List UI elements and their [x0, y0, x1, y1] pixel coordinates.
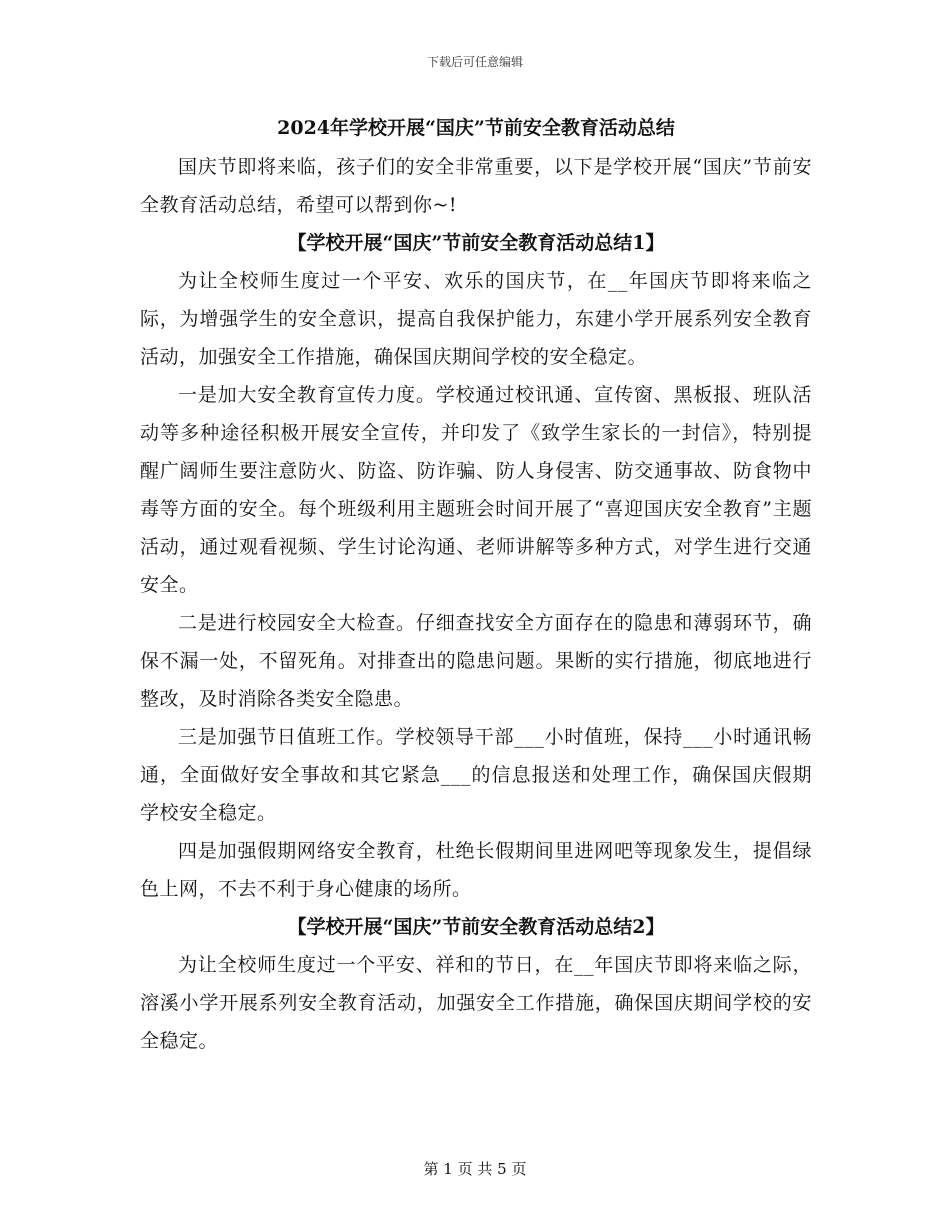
paragraph: 一是加大安全教育宣传力度。学校通过校讯通、宣传窗、黑板报、班队活动等多种途径积极开展安全宣传，并印发了《致学生家长的一封信》，特别提醒广阔师生要注意防火、防盗、防诈骗、防人身侵害、防交通事故、防食物中毒等方面的安全。每个班级利用主题班会时间开展了“喜迎国庆安全教育”主题活动，通过观看视频、学生讨论沟通、老师讲解等多种方式，对学生进行交通安全。: [140, 384, 812, 596]
section-1: [140, 224, 812, 908]
document-title: 2024年学校开展“国庆”节前安全教育活动总结: [277, 117, 675, 139]
section-heading: 【学校开展“国庆”节前安全教育活动总结2】: [287, 916, 665, 938]
page-number: 第 1 页 共 5 页: [423, 1160, 527, 1178]
paragraph: 四是加强假期网络安全教育，杜绝长假期间里进网吧等现象发生，提倡绿色上网，不去不利于身心健康的场所。: [140, 840, 812, 900]
document-body: [140, 108, 812, 1060]
section-2: [140, 908, 812, 1060]
intro-paragraph: 国庆节即将来临，孩子们的安全非常重要，以下是学校开展“国庆”节前安全教育活动总结，希望可以帮到你~!: [140, 156, 812, 216]
page-header-note: 下载后可任意编辑: [426, 55, 523, 69]
paragraph: 为让全校师生度过一个平安、祥和的节日，在__年国庆节即将来临之际，溶溪小学开展系列安全教育活动，加强安全工作措施，确保国庆期间学校的安全稳定。: [140, 954, 812, 1052]
paragraph: 三是加强节日值班工作。学校领导干部___小时值班，保持___小时通讯畅通，全面做好安全事故和其它紧急___的信息报送和处理工作，确保国庆假期学校安全稳定。: [140, 726, 812, 824]
section-heading: 【学校开展“国庆”节前安全教育活动总结1】: [287, 232, 665, 254]
paragraph: 二是进行校园安全大检查。仔细查找安全方面存在的隐患和薄弱环节，确保不漏一处，不留死角。对排查出的隐患问题。果断的实行措施，彻底地进行整改，及时消除各类安全隐患。: [140, 612, 812, 710]
paragraph: 为让全校师生度过一个平安、欢乐的国庆节，在__年国庆节即将来临之际，为增强学生的安全意识，提高自我保护能力，东建小学开展系列安全教育活动，加强安全工作措施，确保国庆期间学校的安全稳定。: [140, 270, 812, 368]
